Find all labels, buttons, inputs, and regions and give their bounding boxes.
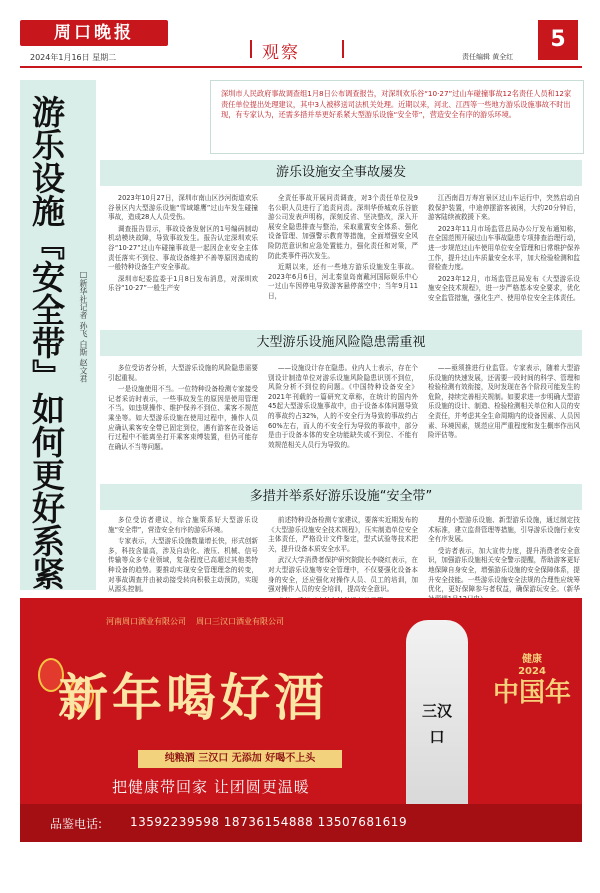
ad-tagline: 纯粮酒 三汉口 无添加 好喝不上头 xyxy=(138,750,342,768)
text-column xyxy=(428,194,580,334)
ad-slogan: 新年喝好酒 xyxy=(58,668,328,727)
paragraph: 多位受访者分析，大型游乐设施的风险隐患需要引起重视。 xyxy=(108,364,258,382)
paragraph: 2023年12月，市场监管总局发布《大型游乐设施安全技术规程》，进一步严格基本安全要求，优化安全监管措施，强化生产、使用单位安全主体责任。 xyxy=(428,274,580,302)
text-column xyxy=(268,516,418,594)
new-year-badge xyxy=(490,654,574,764)
paragraph: 前述特种设备检测专家建议，要落实近期发布的《大型游乐设施安全技术规程》，压实制造单位安全主体责任，严格设计文件鉴定，型式试验等技术把关，提升设备本质安全水平。 xyxy=(268,516,418,553)
badge-top: 健康 xyxy=(522,654,542,665)
paragraph: ——设施设计存在隐患。业内人士表示，存在个别设计制造单位对游乐设施风险隐患识别不到位，风险分析不到位的问题。《中国特种设备安全》2021年刊载的一篇研究文章称，在统计的国内外45起大型游乐设施事故中，由于设备本体问题导致的事故约占32%，人的不安全行为导致的事故约占60%左右，而人的不安全行为导致的事故中，部分是由于设备本体的安全功能缺失或不到位、不能有效规范相关人员行为导致的。 xyxy=(268,364,418,449)
text-column xyxy=(268,194,418,334)
masthead xyxy=(0,0,600,64)
badge-main: 中国年 xyxy=(492,678,571,708)
section-heading: 游乐设施安全事故屡发 xyxy=(100,160,582,186)
text-column xyxy=(428,516,580,594)
paragraph: ——亟须推进行业监管。专家表示，随着大型游乐设施的快速发展，还需要一段时间的科学、管理和检验检测有效衔接，及时发现在各个阶段可能发生的危险，持续完善相关规制。如要求进一步明确大型游乐设施的设计、制造、检验检测相关单位和人员的安全责任，并考虑其全生命周期内的设备因素、人员因素、环境因素，规范应用严重程度和发生概率作出风险评估等。 xyxy=(428,364,580,440)
text-column xyxy=(108,364,258,494)
lead-box xyxy=(210,80,584,154)
newspaper-logo: 周口晚报 xyxy=(20,20,168,46)
paragraph: 专家表示，大型游乐设施数量增长快，形式创新多，科技含量高，涉及自动化、液压、机械、信号传输等众多专业领域，复杂程度已高超过其他类特种设备的趋势。要推动实现安全管理理念的转变，对事故调查并由被动接受转向积极主动预防，实现从源头控制。 xyxy=(108,537,258,594)
advertisement xyxy=(20,598,582,842)
editors: 责任编辑 黄全红 xyxy=(462,53,514,61)
badge-year: 2024 xyxy=(518,666,546,677)
text-column xyxy=(428,364,580,494)
issue-date: 2024年1月16日 星期二 xyxy=(30,53,117,62)
text-column xyxy=(108,516,258,594)
paragraph: 受访者表示，加大宣传力度，提升消费者安全意识，加强游乐设施相关安全警示提醒，帮助游客更好地保障自身安全，增强游乐设施的安全保障体系，提升安全技能。一些游乐设施安全法规的合理性应统筹优化，更好保障参与者权益，确保游玩安全。（新华 xyxy=(428,546,580,594)
section-heading: 多措并举系好游乐设施“安全带” xyxy=(100,484,582,510)
paragraph: 2023年10月27日，深圳市南山区沙河街道欢乐谷景区内大型游乐设施“雪域雄鹰”过山车发生碰撞事故，造成28人人员受伤。 xyxy=(108,194,258,222)
paragraph: 2023年11月市场监管总局办公厅发布通知称，在全国范围开展过山车事故隐患专项排查治理行动，进一步规范过山车使用单位安全管理和日常维护保养工作，提升过山车质量安全水平，加大检验检测和监督检查力度。 xyxy=(428,224,580,272)
paragraph: 近期以来，还有一些地方游乐设施发生事故。2023年6月6日，河北秦皇岛南戴河国际娱乐中心一过山车因停电导致游客悬停落空中；当年9月11日， xyxy=(268,263,418,300)
text-column xyxy=(108,194,258,334)
sponsor-logo: 周口三汉口酒业有限公司 xyxy=(196,617,284,626)
paragraph: 一是设施使用不当。一位特种设备检测专家接受记者采访时表示，一些事故发生的原因是使用管理不当。如违规操作、维护保养不到位、乘客不规范乘坐等。如大型游乐设施在使用过程中，操作人员应确认乘客安全带已固定到位，遇有游客在设备运行过程中不能离坐打开乘客束缚装置，但仍可能存在确认不当等问题。 xyxy=(108,385,258,451)
ad-subline: 把健康带回家 让团圆更温暖 xyxy=(112,778,310,796)
section-heading: 大型游乐设施风险隐患需重视 xyxy=(100,330,582,356)
sponsor-logo: 河南周口酒业有限公司 xyxy=(106,617,186,626)
phone-label: 品鉴电话: xyxy=(50,817,103,831)
lead-paragraph: 深圳市人民政府事故调查组1月8日公布调查报告，对深圳欢乐谷“10·27”过山车碰撞事故12名责任人员和12家责任单位提出处理建议，其中3人被移送司法机关处理。近期以来，河北、江西等一些地方游乐设施事故不时出现，有专家认为，还需多措并举更好系紧大型游乐设施“安全带”，营造安全有序的游乐环境。 xyxy=(221,89,572,119)
paragraph: 调查报告显示，事故设备发射区的1号编码制动机动模块故障，导致事故发生。报告认定深圳欢乐谷“10·27”过山车碰撞事故是一起因企业安全主体责任落实不到位、事故设备维护不善等原因造成的一般特种设备生产安全事故。 xyxy=(108,224,258,272)
paragraph: 理的小型游乐设施、新型游乐设施，通过制定技术标准，建立监督管理等措施，引导游乐设施行业安全有序发展。 xyxy=(428,516,580,544)
phone-numbers: 13592239598 18736154888 13507681619 xyxy=(130,815,408,829)
page-number: 5 xyxy=(538,20,578,60)
paragraph: 江西南昌万寿宫景区过山车运行中，突然启动自救保护装置，中途停摆游客被困，大约20分钟后，游客陆续被救援下来。 xyxy=(428,194,580,222)
top-rule xyxy=(20,66,582,68)
section-title: 观察 xyxy=(262,43,300,63)
article-headline: 游乐设施『安全带』如何更好系紧 xyxy=(27,95,66,590)
paragraph: 武汉大学消费者保护研究院院长李晓红表示，在对大型游乐设施等安全管理中，不仅要强化设备本身的安全，还应强化对操作人员、员工的培训，加强对操作人员的安全培训，提高安全意识。 xyxy=(268,556,418,594)
paragraph: 深圳市纪委监委于1月8日发布消息，对深圳欢乐谷“10·27”一般生产安 xyxy=(108,274,258,293)
paragraph: 全责任事故开展问责调查，对3个责任单位及9名公职人员进行了追责问责。深圳华侨城欢乐谷旅游公司发表声明称，深刻反省、坚决整改，深入开展安全隐患排查与整治，采取重置安全体系、强化设备管理、加强警示教育等措施，全面增强安全风险防范意识和应急处置能力，强化责任和对策，严防此类事件再次发生。 xyxy=(268,194,418,260)
text-column xyxy=(268,364,418,494)
article-byline: □新华社记者 孙飞 白斯 赵文君 xyxy=(79,270,88,383)
bottle-label: 三汉口 xyxy=(422,702,453,746)
paragraph: 多位受访者建议，综合施策系好大型游乐设施“安全带”，营造安全有序的游乐环境。 xyxy=(108,516,258,534)
